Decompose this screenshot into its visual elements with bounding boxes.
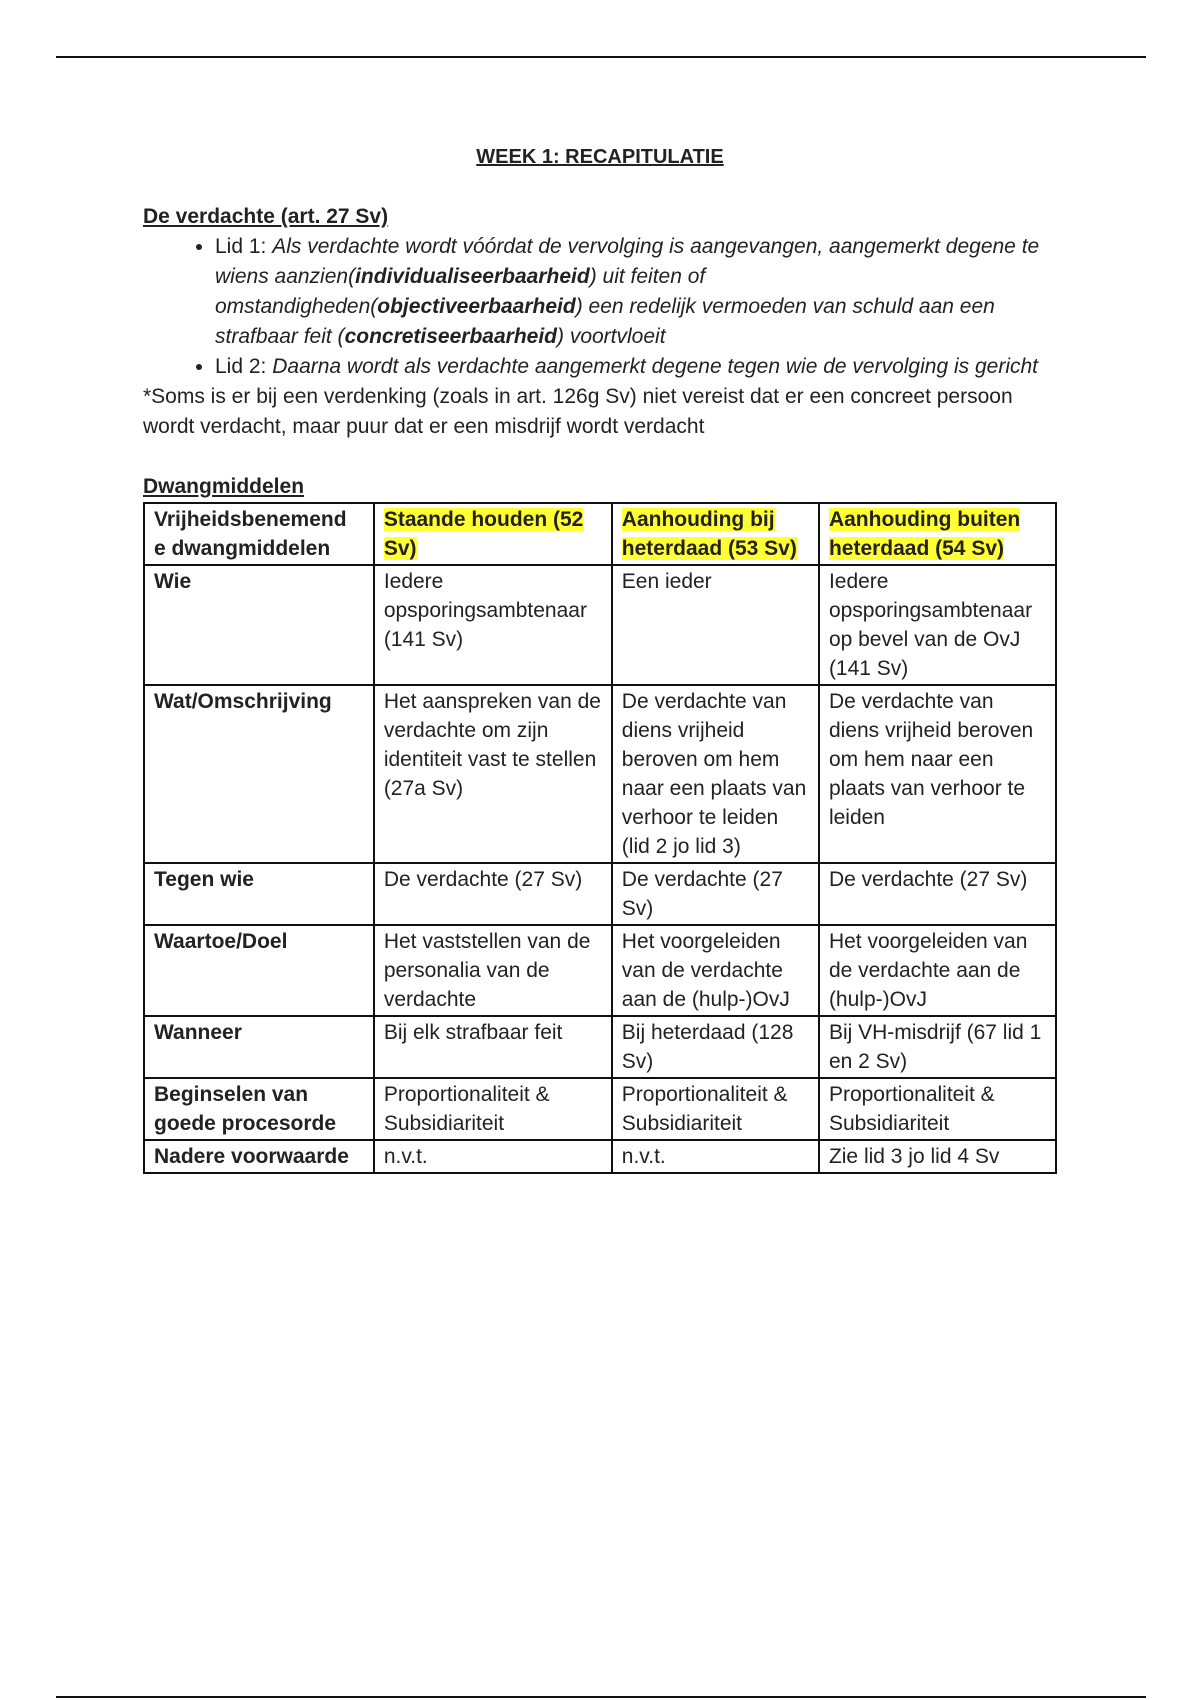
table-cell: Het voorgeleiden van de verdachte aan de (hulp-)OvJ <box>819 925 1056 1016</box>
table-cell: Proportionaliteit & Subsidiariteit <box>374 1078 612 1140</box>
row-label: Beginselen van goede procesorde <box>144 1078 374 1140</box>
table-cell: Proportionaliteit & Subsidiariteit <box>819 1078 1056 1140</box>
table-header-cell: Aanhouding bij heterdaad (53 Sv) <box>612 503 819 565</box>
table-row <box>144 1016 1056 1078</box>
table-row <box>144 565 1056 685</box>
table-cell: De verdachte (27 Sv) <box>819 863 1056 925</box>
term-individualiseerbaarheid: individualiseerbaarheid <box>355 265 590 288</box>
table-header-cell: Staande houden (52 Sv) <box>374 503 612 565</box>
section-heading-verdachte: De verdachte (art. 27 Sv) <box>143 205 389 228</box>
list-item-lid-2: • Lid 2: Daarna wordt als verdachte aangemerkt degene tegen wie de vervolging is gericht <box>215 352 1063 382</box>
table-cell: Iedere opsporingsambtenaar op bevel van de OvJ (141 Sv) <box>819 565 1056 685</box>
top-rule <box>56 56 1146 58</box>
lid-list <box>143 232 1063 382</box>
table-cell: Proportionaliteit & Subsidiariteit <box>612 1078 819 1140</box>
bottom-rule <box>56 1696 1146 1698</box>
term-objectiveerbaarheid: objectiveerbaarheid <box>377 295 576 318</box>
footnote: *Soms is er bij een verdenking (zoals in art. 126g Sv) niet vereist dat er een concreet persoon wordt verdacht, maar puur dat er een misdrijf wordt verdacht <box>143 385 1013 438</box>
table-cell: De verdachte van diens vrijheid beroven om hem naar een plaats van verhoor te leiden (lid 2 jo lid 3) <box>612 685 819 863</box>
document-body <box>143 202 1063 1174</box>
table-cell: Zie lid 3 jo lid 4 Sv <box>819 1140 1056 1173</box>
table-cell: n.v.t. <box>612 1140 819 1173</box>
table-cell: Bij VH-misdrijf (67 lid 1 en 2 Sv) <box>819 1016 1056 1078</box>
dwangmiddelen-table <box>143 502 1057 1174</box>
table-cell: Iedere opsporingsambtenaar (141 Sv) <box>374 565 612 685</box>
row-label: Wanneer <box>144 1016 374 1078</box>
table-cell: Een ieder <box>612 565 819 685</box>
table-row <box>144 863 1056 925</box>
row-label: Wie <box>144 565 374 685</box>
table-cell: n.v.t. <box>374 1140 612 1173</box>
table-row <box>144 925 1056 1016</box>
page-title: WEEK 1: RECAPITULATIE <box>476 146 724 168</box>
table-row <box>144 685 1056 863</box>
table-cell: Bij elk strafbaar feit <box>374 1016 612 1078</box>
table-row <box>144 1078 1056 1140</box>
row-label: Wat/Omschrijving <box>144 685 374 863</box>
table-cell: De verdachte (27 Sv) <box>374 863 612 925</box>
list-item-lid-1: • Lid 1: Als verdachte wordt vóórdat de vervolging is aangevangen, aangemerkt degene te wiens aanzien(individualiseerbaarheid) uit feiten of omstandigheden(objectiveerbaarheid) een redelijk vermoeden van schuld aan een strafbaar feit (concretiseerbaarheid) voortvloeit <box>215 232 1063 352</box>
row-label: Tegen wie <box>144 863 374 925</box>
table-header-cell: Vrijheidsbenemend e dwangmiddelen <box>144 503 374 565</box>
table-cell: Het voorgeleiden van de verdachte aan de (hulp-)OvJ <box>612 925 819 1016</box>
table-header-cell: Aanhouding buiten heterdaad (54 Sv) <box>819 503 1056 565</box>
table-header-row <box>144 503 1056 565</box>
term-concretiseerbaarheid: concretiseerbaarheid <box>344 325 557 348</box>
row-label: Nadere voorwaarde <box>144 1140 374 1173</box>
table-row <box>144 1140 1056 1173</box>
table-cell: Het aanspreken van de verdachte om zijn identiteit vast te stellen (27a Sv) <box>374 685 612 863</box>
table-cell: De verdachte (27 Sv) <box>612 863 819 925</box>
section-heading-dwangmiddelen: Dwangmiddelen <box>143 475 305 498</box>
table-cell: De verdachte van diens vrijheid beroven om hem naar een plaats van verhoor te leiden <box>819 685 1056 863</box>
table-cell: Bij heterdaad (128 Sv) <box>612 1016 819 1078</box>
table-cell: Het vaststellen van de personalia van de verdachte <box>374 925 612 1016</box>
row-label: Waartoe/Doel <box>144 925 374 1016</box>
